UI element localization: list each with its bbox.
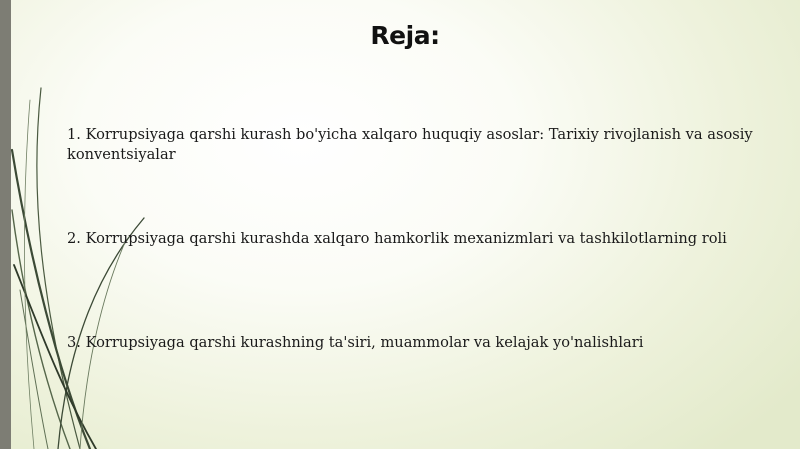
slide-title: Reja: (370, 21, 440, 50)
plan-item-2: 2. Korrupsiyaga qarshi kurashda xalqaro hamkorlik mexanizmlari va tashkilotlarning roli (67, 230, 727, 247)
plan-item-3: 3. Korrupsiyaga qarshi kurashning ta'siri, muammolar va kelajak yo'nalishlari (67, 334, 644, 351)
plan-item-1: 1. Korrupsiyaga qarshi kurash bo'yicha xalqaro huquqiy asoslar: Tarixiy rivojlanish va asosiy konventsiyalar (67, 126, 753, 163)
